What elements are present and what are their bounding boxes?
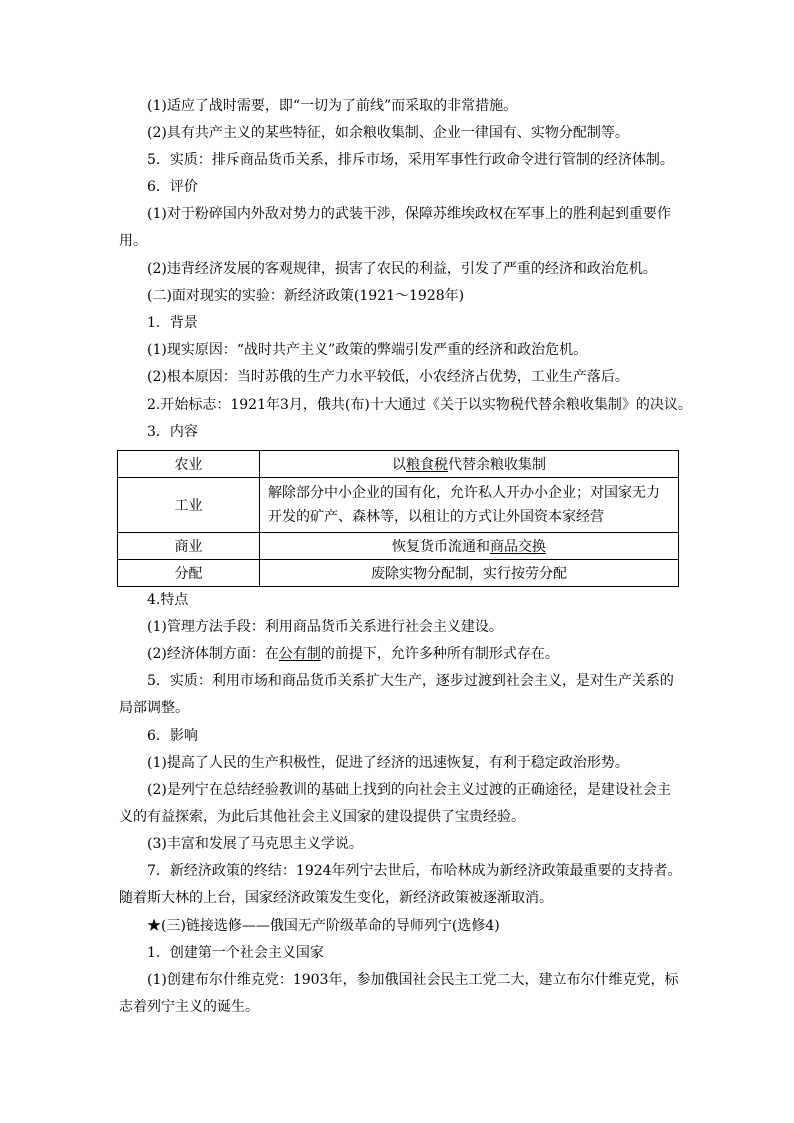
section-heading: 1．创建第一个社会主义国家 <box>147 945 324 961</box>
table-row <box>118 533 679 560</box>
paragraph: 义的有益探索，为此后其他社会主义国家的建设提供了宝贵经验。 <box>119 809 525 825</box>
paragraph: (2)具有共产主义的某些特征，如余粮收集制、企业一律国有、实物分配制等。 <box>147 125 629 141</box>
table-key-cell: 农业 <box>118 451 260 478</box>
paragraph: (1)提高了人民的生产积极性，促进了经济的迅速恢复，有利于稳定政治形势。 <box>147 755 629 771</box>
text-span: 的前提下，允许多种所有制形式存在。 <box>320 646 559 662</box>
paragraph: (1)适应了战时需要，即“一切为了前线”而采取的非常措施。 <box>147 98 518 114</box>
underlined-term: 商品交换 <box>490 539 546 555</box>
paragraph: 7．新经济政策的终结：1924年列宁去世后，布哈林成为新经济政策最重要的支持者。 <box>147 863 682 879</box>
paragraph: (2)是列宁在总结经验教训的基础上找到的向社会主义过渡的正确途径，是建设社会主 <box>147 782 671 798</box>
underlined-term: 公有制 <box>278 646 321 662</box>
paragraph: 5．实质：利用市场和商品货币关系扩大生产，逐步过渡到社会主义，是对生产关系的 <box>147 673 674 689</box>
content-table <box>117 450 679 587</box>
paragraph: (1)现实原因：“战时共产主义”政策的弊端引发严重的经济和政治危机。 <box>147 342 588 358</box>
cell-text: 代替余粮收集制 <box>448 457 546 473</box>
table-row <box>118 451 679 478</box>
section-heading: (二)面对现实的实验：新经济政策(1921～1928年) <box>147 288 465 304</box>
paragraph: (1)对于粉碎国内外敌对势力的武装干涉，保障苏维埃政权在军事上的胜利起到重要作 <box>147 206 671 222</box>
section-heading: 6．评价 <box>147 179 198 195</box>
table-value-cell <box>260 451 679 478</box>
paragraph: (2)违背经济发展的客观规律，损害了农民的利益，引发了严重的经济和政治危机。 <box>147 261 657 277</box>
paragraph: 5．实质：排斥商品货币关系，排斥市场，采用军事性行政命令进行管制的经济体制。 <box>147 152 674 168</box>
paragraph: 随着斯大林的上台，国家经济政策发生变化，新经济政策被逐渐取消。 <box>119 890 553 906</box>
table-value-cell: 解除部分中小企业的国有化，允许私人开办小企业；对国家无力开发的矿产、森林等，以租让的方式让外国资本家经营 <box>260 478 679 533</box>
paragraph: 2.开始标志：1921年3月，俄共(布)十大通过《关于以实物税代替余粮收集制》的决议。 <box>147 397 692 413</box>
section-heading: 4.特点 <box>147 592 189 608</box>
table-key-cell: 商业 <box>118 533 260 560</box>
paragraph: (1)管理方法手段：利用商品货币关系进行社会主义建设。 <box>147 619 503 635</box>
paragraph <box>119 641 679 668</box>
paragraph: (1)创建布尔什维克党：1903年，参加俄国社会民主工党二大，建立布尔什维克党，标 <box>147 972 679 988</box>
paragraph: 志着列宁主义的诞生。 <box>119 999 259 1015</box>
table-key-cell: 分配 <box>118 560 260 587</box>
table-value-cell: 废除实物分配制，实行按劳分配 <box>260 560 679 587</box>
paragraph: 用。 <box>119 233 147 249</box>
table-row <box>118 478 679 533</box>
table-row <box>118 560 679 587</box>
paragraph: (2)根本原因：当时苏俄的生产力水平较低，小农经济占优势，工业生产落后。 <box>147 369 629 385</box>
cell-text: 恢复货币流通和 <box>392 539 490 555</box>
paragraph: (3)丰富和发展了马克思主义学说。 <box>147 836 363 852</box>
table-key-cell: 工业 <box>118 478 260 533</box>
table-value-cell <box>260 533 679 560</box>
text-span: (2)经济体制方面：在 <box>147 646 279 662</box>
paragraph: 局部调整。 <box>119 700 189 716</box>
underlined-term: 粮食税 <box>406 457 448 473</box>
cell-text: 以 <box>392 457 406 473</box>
section-heading: ★(三)链接选修——俄国无产阶级革命的导师列宁(选修4) <box>147 918 500 934</box>
section-heading: 3．内容 <box>147 424 198 440</box>
section-heading: 1．背景 <box>147 315 198 331</box>
section-heading: 6．影响 <box>147 728 198 744</box>
